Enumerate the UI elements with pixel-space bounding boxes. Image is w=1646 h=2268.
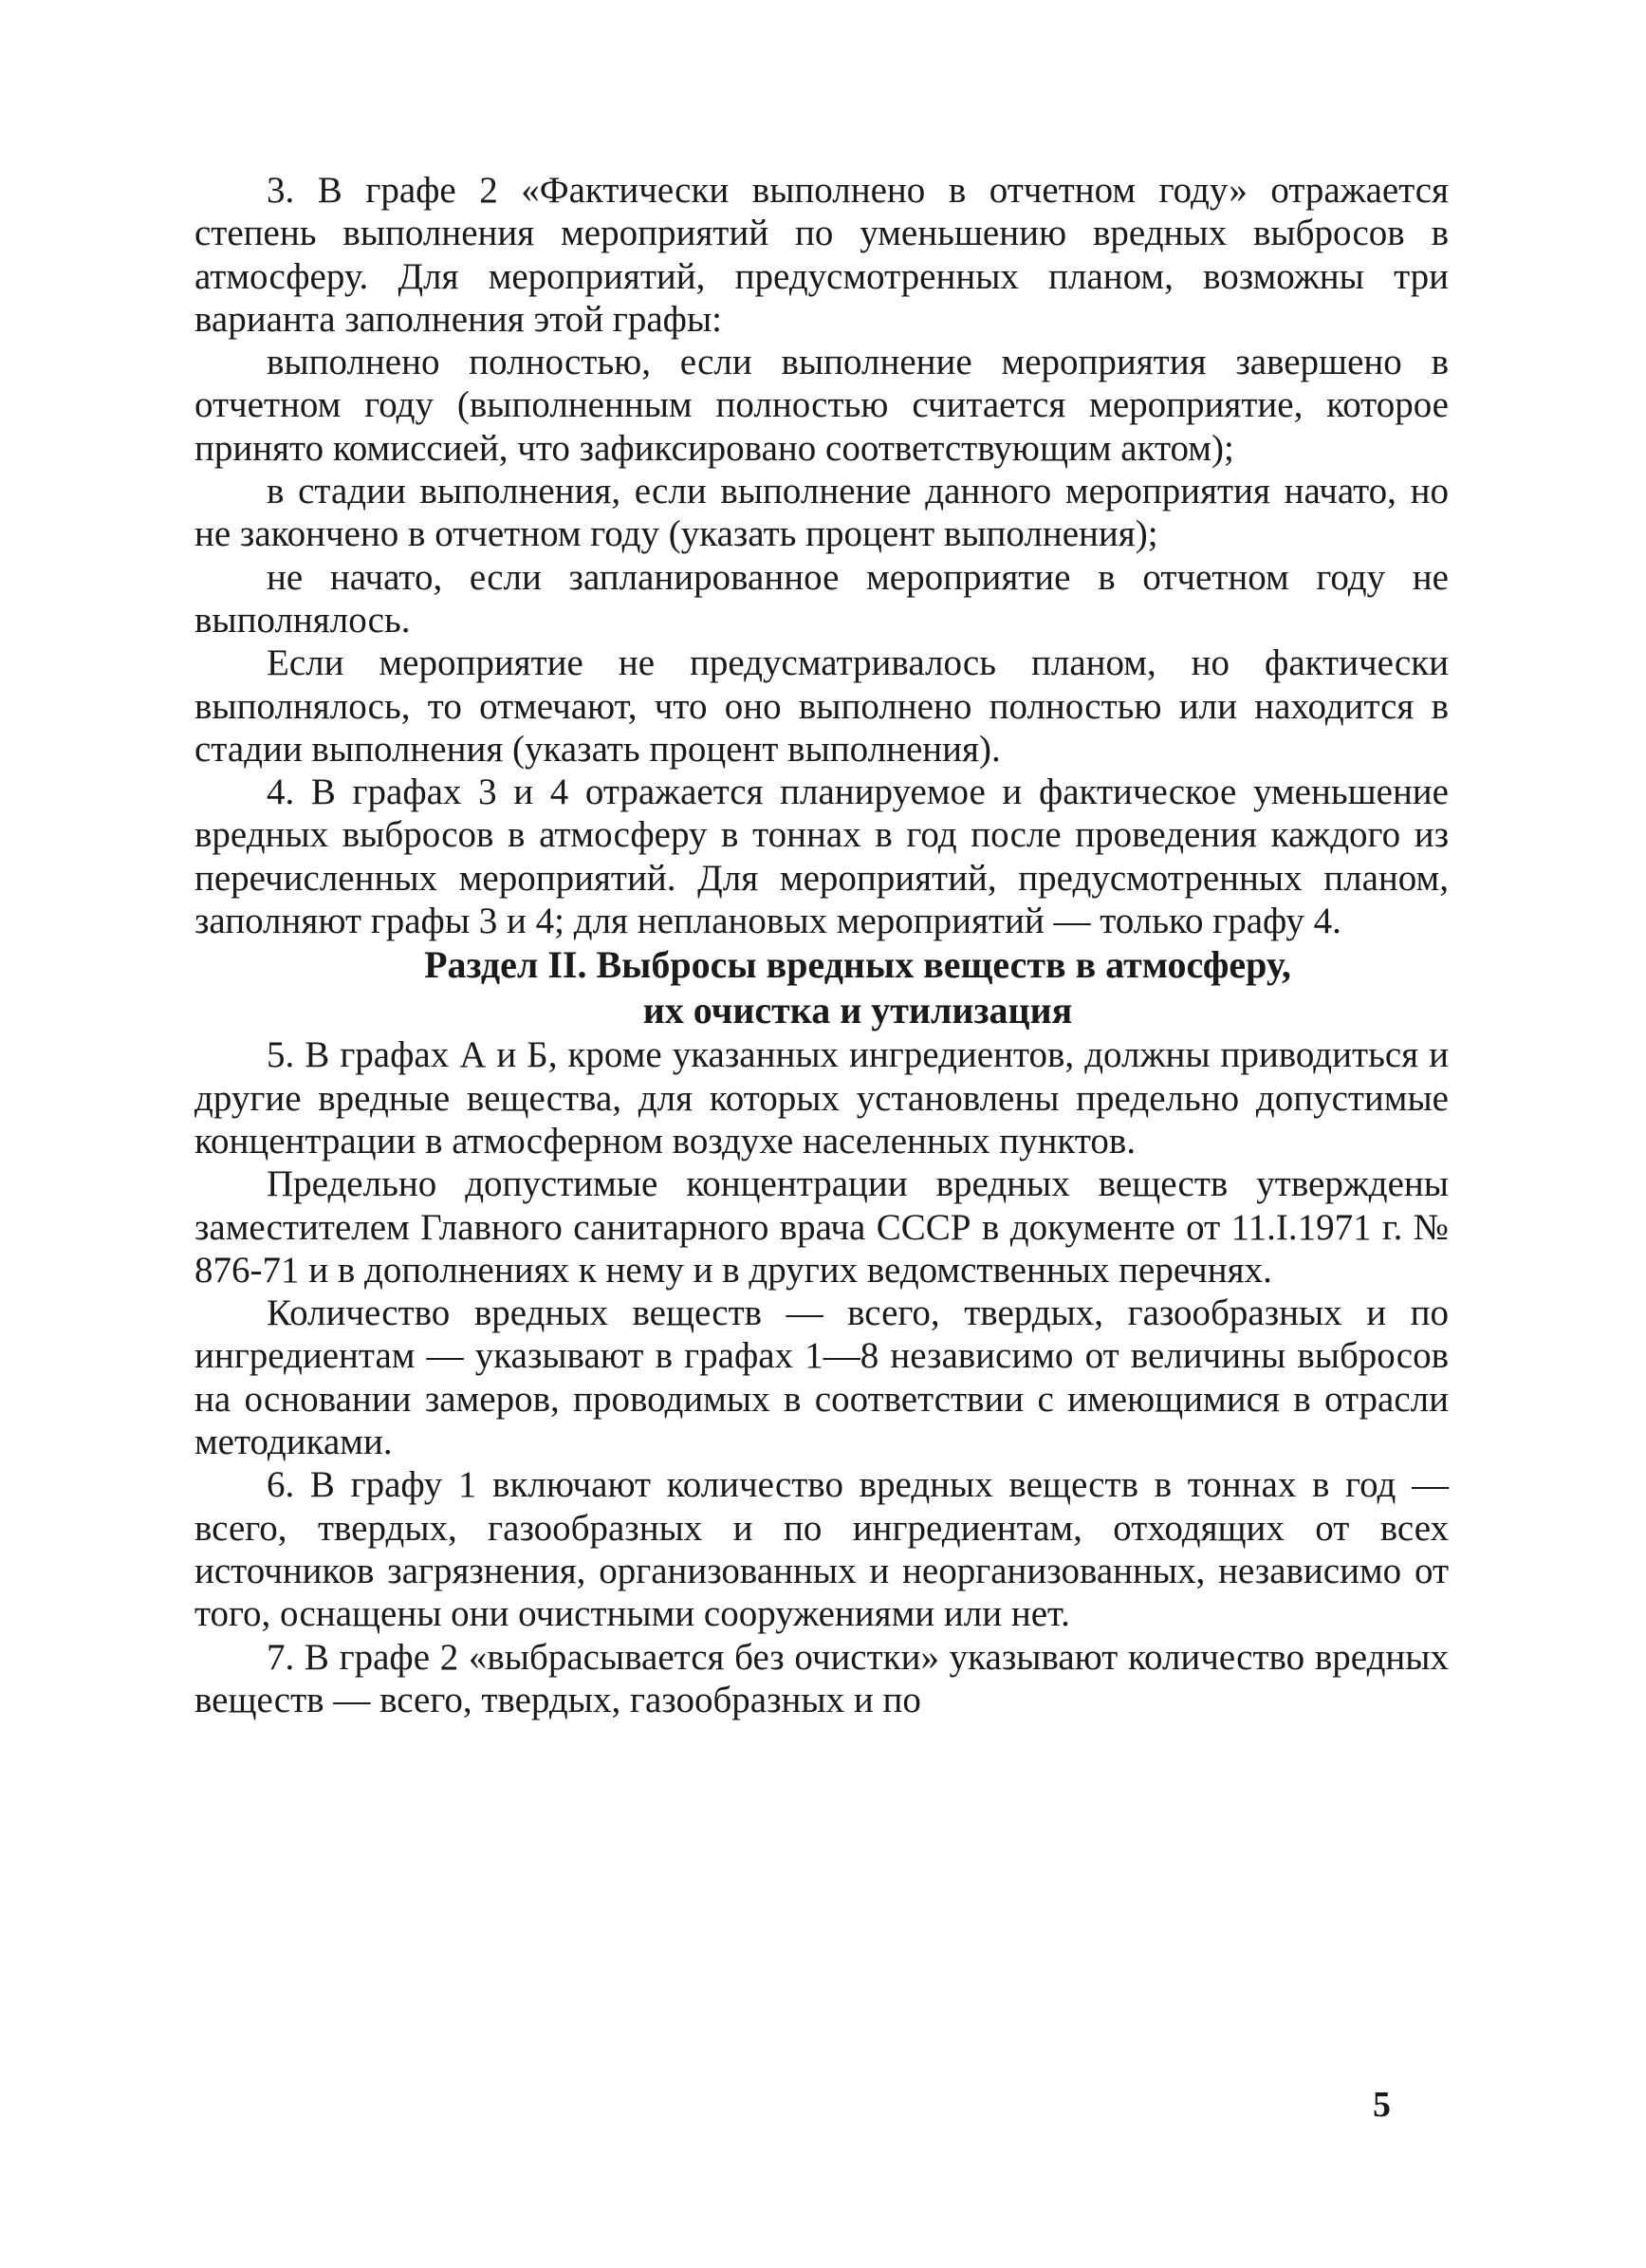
- paragraph-4: 4. В графах 3 и 4 отражается планируемое и фактическое уменьшение вредных выбросов в атмосферу в тоннах в год после проведения каждого из перечисленных мероприятий. Для мероприятий, предусмотренных планом, заполняют графы 3 и 4; для неплановых мероприятий — только графу 4.: [194, 771, 1449, 942]
- paragraph-5: 5. В графах А и Б, кроме указанных ингредиентов, должны приводиться и другие вредные вещества, для которых установлены предельно допустимые концентрации в атмосферном воздухе населенных пунктов.: [194, 1034, 1449, 1162]
- section-heading-line-1: Раздел II. Выбросы вредных веществ в атмосферу,: [424, 943, 1291, 987]
- page-number: 5: [1373, 2085, 1391, 2125]
- paragraph-option-not-started: не начато, если запланированное мероприятие в отчетном году не выполнялось.: [194, 556, 1449, 641]
- paragraph-mpc: Предельно допустимые концентрации вредных веществ утверждены заместителем Главного санитарного врача СССР в документе от 11.I.1971 г. № 876-71 и в дополнениях к нему и в других ведомственных перечнях.: [194, 1163, 1449, 1291]
- body-text: [194, 169, 1449, 1721]
- paragraph-unplanned: Если мероприятие не предусматривалось планом, но фактически выполнялось, то отмечают, что оно выполнено полностью или находится в стадии выполнения (указать процент выполнения).: [194, 642, 1449, 770]
- paragraph-quantity: Количество вредных веществ — всего, твердых, газообразных и по ингредиентам — указывают в графах 1—8 независимо от величины выбросов на основании замеров, проводимых в соответствии с имеющимися в отрасли методиками.: [194, 1292, 1449, 1463]
- section-heading: [194, 942, 1449, 1033]
- section-heading-line-2: их очистка и утилизация: [642, 989, 1073, 1032]
- paragraph-7: 7. В графе 2 «выбрасывается без очистки» указывают количество вредных веществ — всего, твердых, газообразных и по: [194, 1636, 1449, 1720]
- paragraph-3: 3. В графе 2 «Фактически выполнено в отчетном году» отражается степень выполнения мероприятий по уменьшению вредных выбросов в атмосферу. Для мероприятий, предусмотренных планом, возможны три варианта заполнения этой графы:: [194, 170, 1449, 340]
- paragraph-option-completed: выполнено полностью, если выполнение мероприятия завершено в отчетном году (выполненным полностью считается мероприятие, которое принято комиссией, что зафиксировано соответствующим актом);: [194, 342, 1449, 469]
- paragraph-option-in-progress: в стадии выполнения, если выполнение данного мероприятия начато, но не закончено в отчетном году (указать процент выполнения);: [194, 471, 1449, 555]
- paragraph-6: 6. В графу 1 включают количество вредных веществ в тоннах в год — всего, твердых, газообразных и по ингредиентам, отходящих от всех источников загрязнения, организованных и неорганизованных, независимо от того, оснащены они очистными сооружениями или нет.: [194, 1464, 1449, 1635]
